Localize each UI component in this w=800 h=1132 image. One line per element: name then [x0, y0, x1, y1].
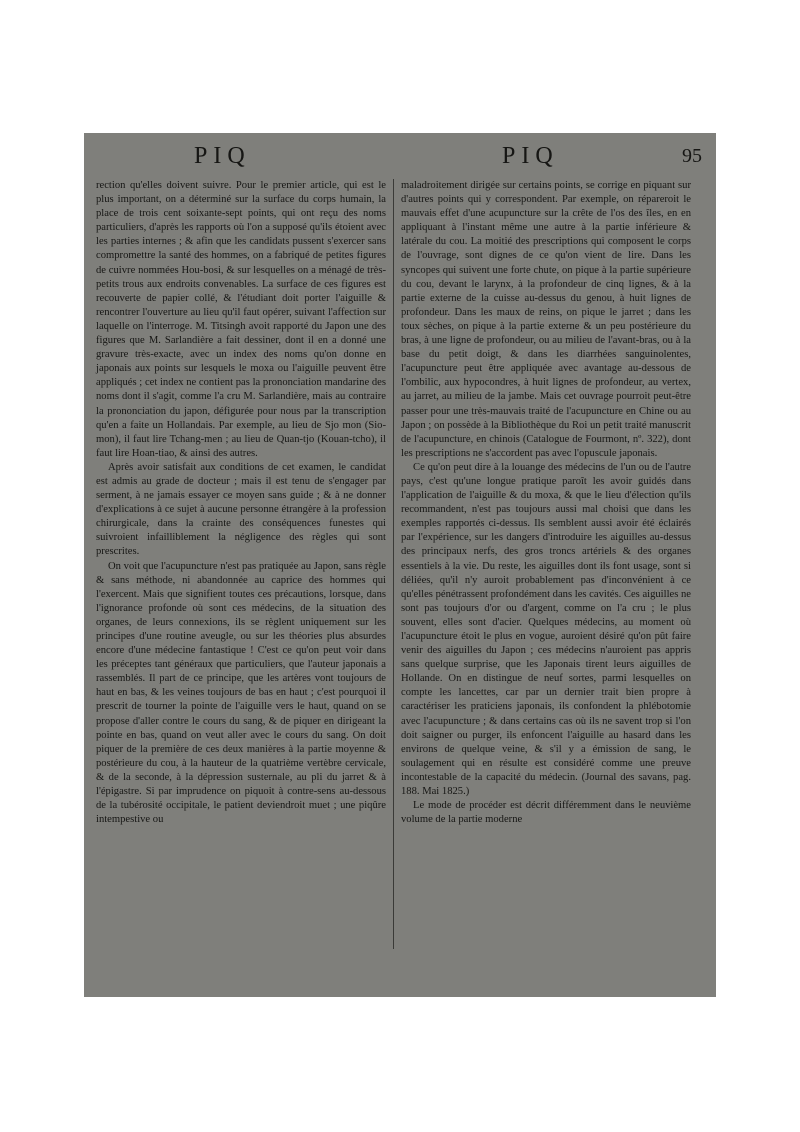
running-head-left: PIQ	[194, 143, 251, 169]
left-paragraph-1: rection qu'elles doivent suivre. Pour le premier article, qui est le plus important, on a déterminé sur la surface du corps humain, la place de trois cent soixante-sept points, qui ont reçu des noms particuliers, d'après les rapports où l'on a supposé qu'ils étoient avec les parties internes ; & afin que les candidats pussent s'exercer sans compromettre la santé des hommes, on a fabriqué de petites figures de cuivre nommées Hou-bosi, & sur lesquelles on a ménagé de très-petits trous aux endroits convenables. La surface de ces figures est recouverte de papier collé, & l'étudiant doit porter l'aiguille & rencontrer l'ouverture au lieu qu'il faut opérer, suivant l'affection sur laquelle on l'interroge. M. Titsingh avoit rapporté du Japon une des figures que M. Sarlandière a fait dessiner, dont il en a donné une gravure très-exacte, avec un index des noms qu'on donne en japonais aux points sur lesquels le moxa ou l'aiguille peuvent être appliqués ; cet index ne contient pas la prononciation mandarine des noms dont il s'agit, comme l'a cru M. Sarlandière, mais au contraire la prononciation du japon, défigurée pour nous par la transcription qu'en a faite un Hollandais. Par exemple, au lieu de Sjo mon (Sio-mon), il faut lire Tchang-men ; au lieu de Quan-tjo (Kouan-tcho), il faut lire Hoan-tiao, & ainsi des autres.	[96, 180, 386, 459]
running-head	[84, 143, 716, 175]
right-paragraph-2: Ce qu'on peut dire à la louange des médecins de l'un ou de l'autre pays, c'est qu'une longue pratique paroît les avoir guidés dans l'application de l'aiguille & du moxa, & que le lieu d'élection qu'ils recommandent, n'est pas toujours aussi mal choisi que dans les exemples rapportés ci-dessus. Ils semblent aussi avoir été éclairés par l'expérience, sur les dangers d'introduire les aiguilles au-dessus des principaux nerfs, des gros troncs artériels & des organes essentiels à la vie. Du reste, les aiguilles dont ils font usage, sont si déliées, qu'il n'y auroit probablement pas d'inconvénient à ce qu'elles pénétrassent profondément dans les cavités. Ces aiguilles ne sont pas toujours d'or ou d'argent, comme on l'a cru ; le plus souvent, elles sont d'acier. Quelques médecins, au moment où l'acupuncture étoit le plus en vogue, auroient désiré qu'on pût faire venir des aiguilles du Japon ; ces médecins n'auroient pas appris sans quelque surprise, que les Japonais tirent leurs aiguilles de Hollande. On en distingue de neuf sortes, parmi lesquelles on compte les lancettes, car par un dernier trait bien propre à caractériser les praticiens japonais, ils confondent la phlébotomie avec l'acupuncture ; & dans certains cas où ils ne savent trop si l'on doit saigner ou purger, ils enfoncent l'aiguille au hasard dans les environs de quelque veine, & s'il y a émission de sang, le soulagement qui en résulte est considéré comme une preuve incontestable de la capacité du médecin. (Journal des savans, pag. 188. Mai 1825.)	[401, 461, 691, 798]
column-rule	[393, 179, 394, 949]
left-column	[96, 179, 386, 827]
page-number: 95	[682, 145, 702, 167]
scanned-page	[84, 133, 716, 997]
right-paragraph-1: maladroitement dirigée sur certains points, se corrige en piquant sur d'autres points qui y correspondent. Par exemple, on répareroit le mauvais effet d'une acupuncture sur la crête de l'os des îles, en en appliquant à l'instant même une autre à la partie inférieure & latérale du cou. La moitié des prescriptions qui composent le corps de l'ouvrage, sont dignes de ce qu'on vient de lire. Dans les syncopes qui suivent une forte chute, on pique à la partie supérieure du cou, devant le larynx, à la profondeur de cinq lignes, & à la partie externe de la cuisse au-dessus du genou, à huit lignes de profondeur. Dans les maux de reins, on pique le jarret ; dans les toux sèches, on pique à la partie externe & un peu postérieure du bras, à une ligne de profondeur, ou au milieu de l'avant-bras, ou à la base du petit doigt, & dans les diarrhées sanguinolentes, l'acupuncture peut être appliquée avec avantage au-dessous de l'ombilic, aux hypocondres, à huit lignes de profondeur, au vertex, au jarret, au milieu de la jambe. Mais cet ouvrage pourroit peut-être passer pour une très-mauvais traité de l'acupuncture en Chine ou au Japon ; on possède à la Bibliothèque du Roi un petit traité manuscrit de l'acupuncture, en chinois (Catalogue de Fourmont, nº. 322), dont les prescriptions ne s'accordent pas avec l'opuscule japonais.	[401, 180, 691, 459]
left-paragraph-2: Après avoir satisfait aux conditions de cet examen, le candidat est admis au grade de docteur ; mais il est tenu de s'engager par serment, à ne jamais essayer ce moyen sans guide ; & à ne donner d'explications à ce sujet à aucune personne étrangère à la profession chirurgicale, dans la crainte des conséquences funestes qui suivroient infailliblement la négligence des règles qui sont prescrites.	[96, 461, 386, 558]
left-paragraph-3: On voit que l'acupuncture n'est pas pratiquée au Japon, sans règle & sans méthode, ni abandonnée au caprice des hommes qui l'exercent. Mais que signifient toutes ces précautions, lorsque, dans l'ignorance profonde où sont ces médecins, de la situation des organes, de leurs connexions, ils se règlent uniquement sur les principes d'une routine aveugle, ou sur les théories plus absurdes encore d'une médecine fantastique ! C'est ce qu'on peut voir dans les préceptes tant généraux que particuliers, que l'auteur japonais a rassemblés. Il part de ce principe, que les artères vont toujours de haut en bas, & les veines toujours de bas en haut ; c'est pourquoi il prescrit de tourner la pointe de l'aiguille vers le haut, quand on se propose d'aller contre le cours du sang, & de piquer en dirigeant la pointe en bas, quand on veut aller avec le cours du sang. On doit piquer de la première de ces deux manières à la partie moyenne & postérieure du cou, à la hauteur de la quatrième vertèbre cervicale, & de la seconde, à la dépression susternale, au pli du jarret & à l'épigastre. Si par imprudence on piquoit à contre-sens au-dessous de la tubérosité occipitale, le patient deviendroit muet ; une piqûre intempestive ou	[96, 560, 386, 826]
running-head-right: PIQ	[502, 143, 559, 169]
right-column	[401, 179, 691, 827]
right-paragraph-3: Le mode de procéder est décrit différemment dans le neuvième volume de la partie moderne	[401, 800, 691, 826]
